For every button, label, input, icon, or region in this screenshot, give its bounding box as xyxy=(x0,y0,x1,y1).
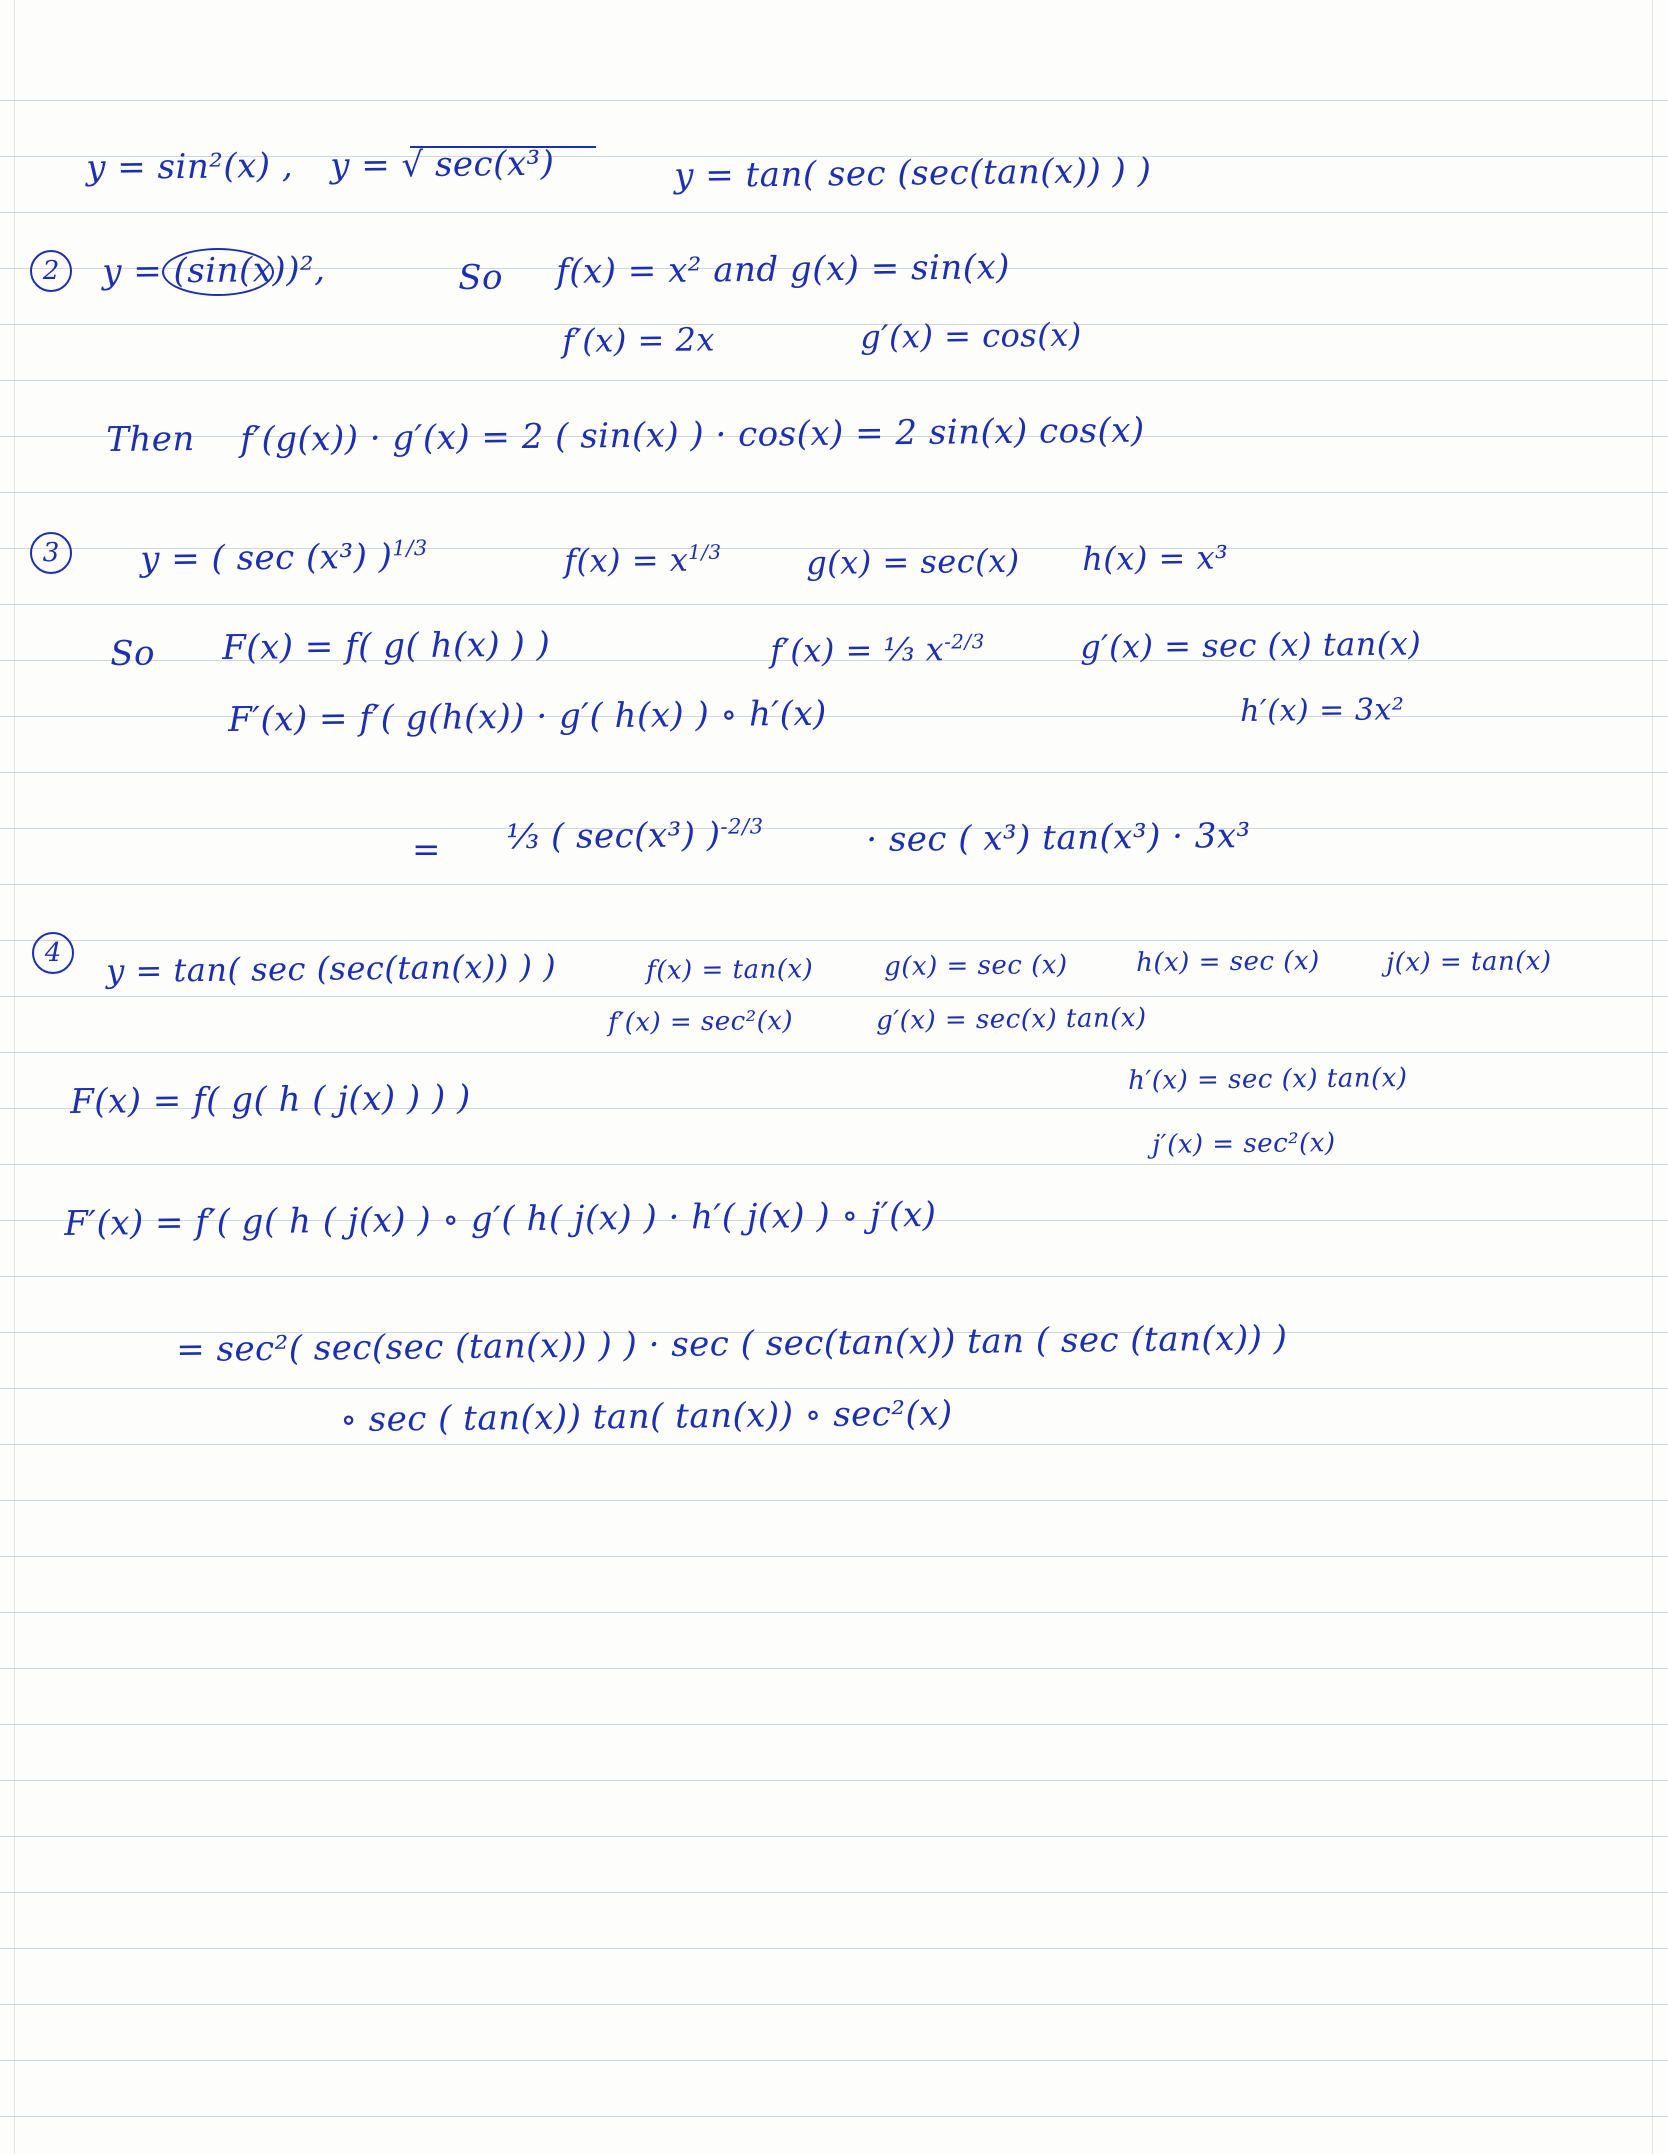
radical-overbar xyxy=(410,146,596,148)
p4-line1-a: y = tan( sec (sec(tan(x)) ) ) xyxy=(106,947,557,990)
p3-line4-b: · sec ( x³) tan(x³) · 3x³ xyxy=(866,815,1251,860)
p4-line4-b: j′(x) = sec²(x) xyxy=(1152,1128,1336,1160)
p4-line1-b: f(x) = tan(x) xyxy=(646,954,814,986)
p4-line7: ∘ sec ( tan(x)) tan( tan(x)) ∘ sec²(x) xyxy=(340,1393,953,1440)
p3-line2-d: g′(x) = sec (x) tan(x) xyxy=(1080,624,1422,666)
p3-line4-eq: = xyxy=(412,830,441,870)
p2-sin-circle xyxy=(162,248,274,296)
p2-line1-c: f(x) = x² and g(x) = sin(x) xyxy=(556,247,1011,292)
problem-number-2: 2 xyxy=(30,250,72,292)
p3-line3-b: h′(x) = 3x² xyxy=(1240,692,1405,729)
p3-line1-b-base: f(x) = x xyxy=(564,540,689,580)
p2-line1-b: So xyxy=(458,257,504,298)
p3-line1-d: h(x) = x³ xyxy=(1082,538,1229,578)
problem-number-3: 3 xyxy=(30,532,72,574)
p3-line1-c: g(x) = sec(x) xyxy=(806,541,1020,582)
p4-line2-b: g′(x) = sec(x) tan(x) xyxy=(876,1003,1147,1036)
p3-line4-a xyxy=(506,813,764,857)
p2-line2-a: f′(x) = 2x xyxy=(562,320,716,360)
p3-line2-c-base: f′(x) = ⅓ x xyxy=(770,630,945,670)
p2-line3-a: Then xyxy=(106,419,196,460)
p3-line1-a xyxy=(140,535,428,579)
p4-line2-a: f′(x) = sec²(x) xyxy=(608,1006,794,1038)
p2-line2-b: g′(x) = cos(x) xyxy=(860,315,1082,356)
p3-line1-b-exp: 1/3 xyxy=(688,540,722,565)
p4-line3-a: F(x) = f( g( h ( j(x) ) ) ) xyxy=(70,1077,472,1122)
p3-line2-a: So xyxy=(110,633,156,674)
p2-line1-a: y = (sin(x))², xyxy=(102,249,326,292)
p4-line6: = sec²( sec(sec (tan(x)) ) ) · sec ( sec(tan(x)) tan ( sec (tan(x)) ) xyxy=(176,1318,1288,1370)
p3-line4-a-base: ⅓ ( sec(x³) ) xyxy=(506,815,721,858)
p4-line3-b: h′(x) = sec (x) tan(x) xyxy=(1128,1063,1408,1096)
header-expression-2: y = √ sec(x³) xyxy=(330,143,555,186)
problem-number-4: 4 xyxy=(32,932,74,974)
p3-line1-a-exp: 1/3 xyxy=(392,534,428,561)
header-expression-1: y = sin²(x) , xyxy=(86,145,294,188)
p4-line1-c: g(x) = sec (x) xyxy=(884,950,1068,982)
p4-line5: F′(x) = f′( g( h ( j(x) ) ∘ g′( h( j(x) ) · h′( j(x) ) ∘ j′(x) xyxy=(64,1194,937,1244)
p2-line3-b: f′(g(x)) · g′(x) = 2 ( sin(x) ) · cos(x) = 2 sin(x) cos(x) xyxy=(240,410,1145,460)
p3-line1-a-base: y = ( sec (x³) ) xyxy=(140,536,393,580)
p3-line2-c xyxy=(770,630,985,670)
p4-line1-d: h(x) = sec (x) xyxy=(1136,946,1320,978)
p3-line4-a-exp: -2/3 xyxy=(720,813,764,839)
p3-line2-b: F(x) = f( g( h(x) ) ) xyxy=(222,624,551,668)
p3-line3-a: F′(x) = f′( g(h(x)) · g′( h(x) ) ∘ h′(x) xyxy=(228,693,828,740)
p3-line2-c-exp: -2/3 xyxy=(944,630,985,654)
p3-line1-b xyxy=(564,540,722,580)
header-expression-3: y = tan( sec (sec(tan(x)) ) ) xyxy=(674,151,1152,196)
p4-line1-e: j(x) = tan(x) xyxy=(1386,946,1552,978)
